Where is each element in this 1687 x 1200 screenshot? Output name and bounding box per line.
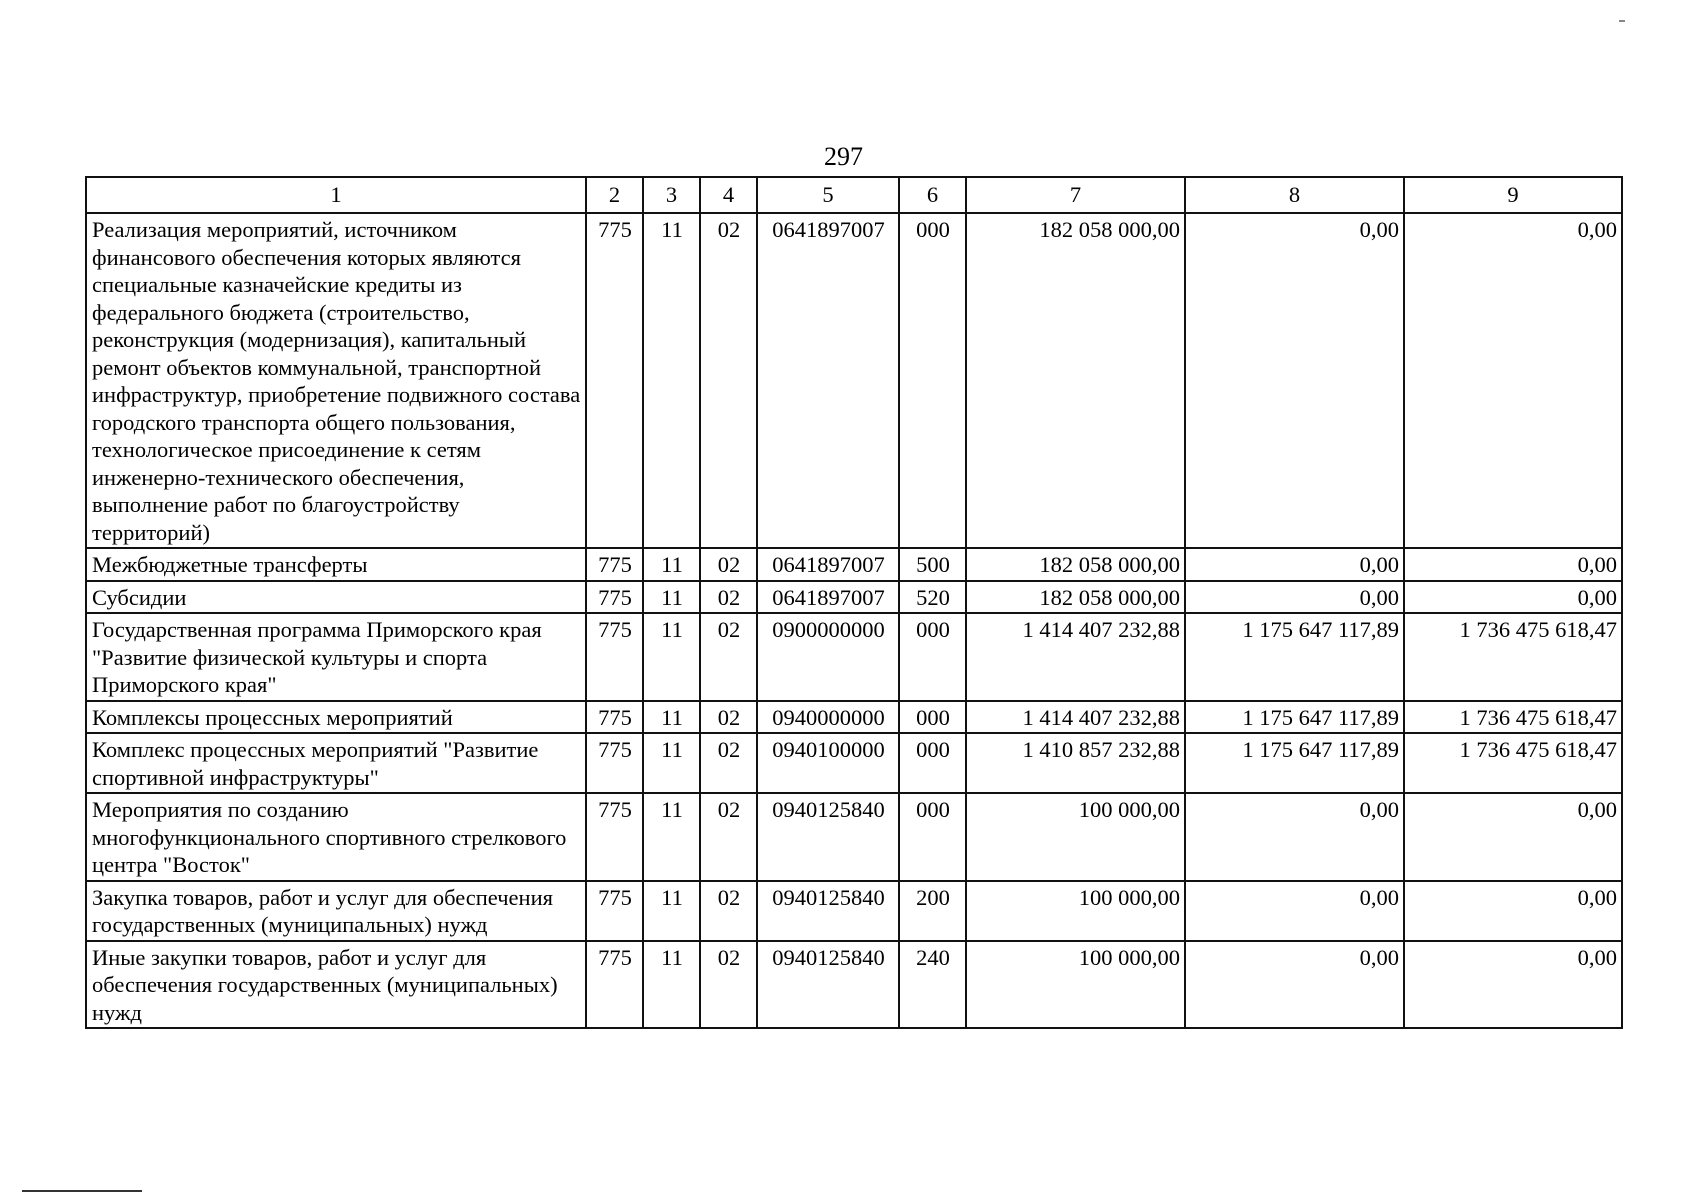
cell-expense-type: 000 (899, 701, 966, 734)
table-row (86, 881, 1622, 941)
cell-target-article: 0641897007 (757, 581, 899, 614)
cell-expense-type: 000 (899, 613, 966, 701)
cell-amount-7: 100 000,00 (966, 941, 1185, 1029)
column-header-7: 7 (966, 177, 1185, 213)
cell-amount-7: 1 414 407 232,88 (966, 613, 1185, 701)
cell-amount-9: 0,00 (1404, 793, 1622, 881)
cell-admin-code: 775 (586, 613, 643, 701)
cell-admin-code: 775 (586, 548, 643, 581)
cell-amount-9: 1 736 475 618,47 (1404, 613, 1622, 701)
cell-admin-code: 775 (586, 733, 643, 793)
cell-section: 11 (643, 941, 700, 1029)
cell-section: 11 (643, 701, 700, 734)
cell-amount-9: 0,00 (1404, 548, 1622, 581)
column-header-5: 5 (757, 177, 899, 213)
cell-section: 11 (643, 548, 700, 581)
cell-amount-7: 182 058 000,00 (966, 581, 1185, 614)
cell-section: 11 (643, 733, 700, 793)
cell-expense-type: 520 (899, 581, 966, 614)
cell-admin-code: 775 (586, 701, 643, 734)
table-row (86, 548, 1622, 581)
cell-amount-7: 100 000,00 (966, 793, 1185, 881)
row-name: Межбюджетные трансферты (86, 548, 586, 581)
cell-amount-8: 0,00 (1185, 581, 1404, 614)
page-number: 297 (824, 142, 863, 171)
row-name: Комплекс процессных мероприятий "Развитие спортивной инфраструктуры" (86, 733, 586, 793)
cell-section: 11 (643, 213, 700, 548)
cell-amount-7: 1 414 407 232,88 (966, 701, 1185, 734)
column-header-2: 2 (586, 177, 643, 213)
cell-amount-8: 0,00 (1185, 213, 1404, 548)
table-row (86, 733, 1622, 793)
cell-subsection: 02 (700, 733, 757, 793)
table-row (86, 581, 1622, 614)
cell-subsection: 02 (700, 213, 757, 548)
cell-amount-8: 1 175 647 117,89 (1185, 701, 1404, 734)
cell-admin-code: 775 (586, 941, 643, 1029)
cell-amount-9: 1 736 475 618,47 (1404, 733, 1622, 793)
cell-target-article: 0900000000 (757, 613, 899, 701)
row-name: Реализация мероприятий, источником финансового обеспечения которых являются специальные казначейские кредиты из федерального бюджета (строительство, реконструкция (модернизация), капитальный ремонт объектов коммунальной, транспортной инфраструктур, приобретение подвижного состава городского транспорта общего пользования, технологическое присоединение к сетям инженерно-технического обеспечения, выполнение работ по благоустройству территорий) (86, 213, 586, 548)
row-name: Государственная программа Приморского края "Развитие физической культуры и спорта Приморского края" (86, 613, 586, 701)
column-header-9: 9 (1404, 177, 1622, 213)
cell-amount-8: 1 175 647 117,89 (1185, 733, 1404, 793)
cell-admin-code: 775 (586, 881, 643, 941)
cell-expense-type: 000 (899, 733, 966, 793)
cell-amount-9: 0,00 (1404, 941, 1622, 1029)
cell-amount-7: 182 058 000,00 (966, 213, 1185, 548)
cell-expense-type: 240 (899, 941, 966, 1029)
cell-subsection: 02 (700, 881, 757, 941)
cell-expense-type: 000 (899, 793, 966, 881)
scan-artifact (1619, 20, 1625, 22)
row-name: Иные закупки товаров, работ и услуг для обеспечения государственных (муниципальных) нужд (86, 941, 586, 1029)
cell-expense-type: 000 (899, 213, 966, 548)
cell-amount-8: 0,00 (1185, 793, 1404, 881)
cell-section: 11 (643, 613, 700, 701)
cell-target-article: 0641897007 (757, 548, 899, 581)
column-header-3: 3 (643, 177, 700, 213)
cell-expense-type: 500 (899, 548, 966, 581)
cell-amount-7: 100 000,00 (966, 881, 1185, 941)
cell-admin-code: 775 (586, 793, 643, 881)
cell-subsection: 02 (700, 581, 757, 614)
table-row (86, 613, 1622, 701)
cell-amount-9: 1 736 475 618,47 (1404, 701, 1622, 734)
cell-subsection: 02 (700, 548, 757, 581)
footnote-separator (22, 1190, 142, 1192)
cell-amount-8: 1 175 647 117,89 (1185, 613, 1404, 701)
column-header-8: 8 (1185, 177, 1404, 213)
cell-subsection: 02 (700, 701, 757, 734)
cell-subsection: 02 (700, 613, 757, 701)
cell-admin-code: 775 (586, 581, 643, 614)
cell-target-article: 0940125840 (757, 941, 899, 1029)
table-row (86, 701, 1622, 734)
cell-expense-type: 200 (899, 881, 966, 941)
budget-table (85, 176, 1623, 1029)
table-row (86, 213, 1622, 548)
cell-amount-8: 0,00 (1185, 548, 1404, 581)
cell-target-article: 0940125840 (757, 793, 899, 881)
column-header-1: 1 (86, 177, 586, 213)
column-header-6: 6 (899, 177, 966, 213)
cell-target-article: 0940100000 (757, 733, 899, 793)
header-row (86, 177, 1622, 213)
cell-amount-9: 0,00 (1404, 881, 1622, 941)
table-row (86, 941, 1622, 1029)
column-header-4: 4 (700, 177, 757, 213)
row-name: Субсидии (86, 581, 586, 614)
cell-subsection: 02 (700, 941, 757, 1029)
cell-target-article: 0940125840 (757, 881, 899, 941)
cell-amount-8: 0,00 (1185, 881, 1404, 941)
cell-subsection: 02 (700, 793, 757, 881)
row-name: Мероприятия по созданию многофункционального спортивного стрелкового центра "Восток" (86, 793, 586, 881)
cell-amount-9: 0,00 (1404, 581, 1622, 614)
cell-target-article: 0940000000 (757, 701, 899, 734)
cell-target-article: 0641897007 (757, 213, 899, 548)
cell-section: 11 (643, 881, 700, 941)
cell-amount-9: 0,00 (1404, 213, 1622, 548)
cell-amount-8: 0,00 (1185, 941, 1404, 1029)
cell-amount-7: 1 410 857 232,88 (966, 733, 1185, 793)
cell-admin-code: 775 (586, 213, 643, 548)
cell-section: 11 (643, 581, 700, 614)
row-name: Закупка товаров, работ и услуг для обеспечения государственных (муниципальных) нужд (86, 881, 586, 941)
row-name: Комплексы процессных мероприятий (86, 701, 586, 734)
cell-amount-7: 182 058 000,00 (966, 548, 1185, 581)
table-row (86, 793, 1622, 881)
cell-section: 11 (643, 793, 700, 881)
